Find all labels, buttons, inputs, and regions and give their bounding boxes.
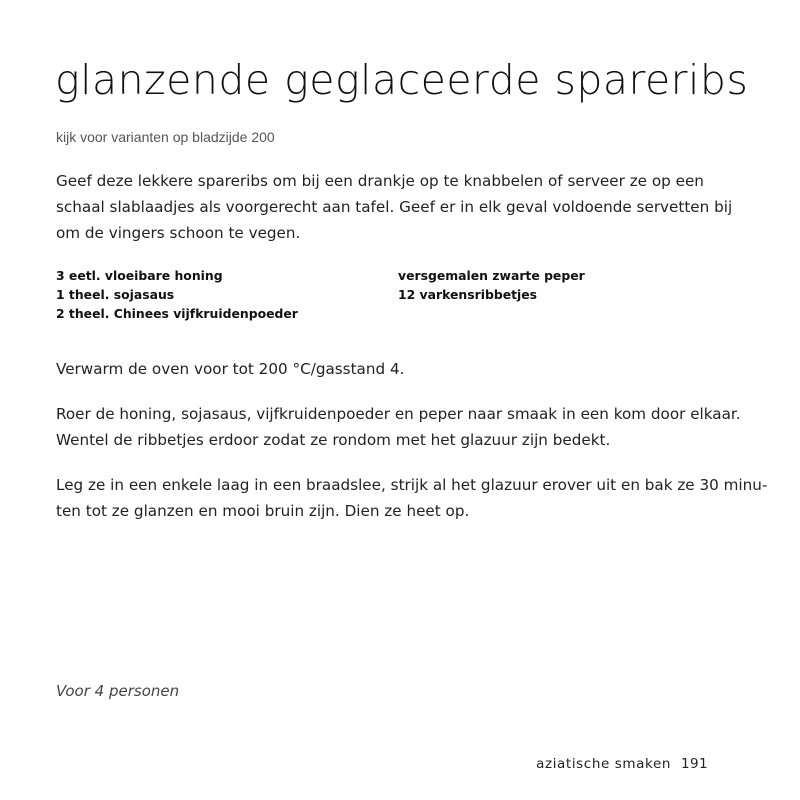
page-number: 191 (681, 756, 708, 772)
page-footer (536, 755, 708, 773)
intro-line: Geef deze lekkere spareribs om bij een drankje op te knabbelen of serveer ze op een (56, 172, 704, 190)
step-line: ten tot ze glanzen en mooi bruin zijn. Dien ze heet op. (56, 502, 470, 520)
variants-reference: kijk voor varianten op bladzijde 200 (56, 129, 275, 145)
section-name: aziatische smaken (536, 756, 672, 772)
intro-line: schaal slablaadjes als voorgerecht aan tafel. Geef er in elk geval voldoende servetten bij (56, 198, 733, 216)
servings-note: Voor 4 personen (56, 682, 180, 700)
intro-line: om de vingers schoon te vegen. (56, 224, 301, 242)
ingredient-item: versgemalen zwarte peper (398, 268, 585, 283)
step-line: Roer de honing, sojasaus, vijfkruidenpoeder en peper naar smaak in een kom door elkaar. (56, 405, 741, 423)
ingredient-item: 12 varkensribbetjes (398, 287, 538, 302)
step-line: Wentel de ribbetjes erdoor zodat ze rondom met het glazuur zijn bedekt. (56, 431, 611, 449)
step-line: Verwarm de oven voor tot 200 °C/gasstand 4. (56, 360, 405, 378)
method-step-1 (56, 356, 756, 382)
ingredient-item: 2 theel. Chinees vijfkruidenpoeder (56, 306, 298, 321)
ingredient-item: 1 theel. sojasaus (56, 287, 175, 302)
ingredients-column-left (56, 266, 298, 323)
ingredient-item: 3 eetl. vloeibare honing (56, 268, 223, 283)
method-step-3 (56, 472, 768, 524)
step-line: Leg ze in een enkele laag in een braadslee, strijk al het glazuur erover uit en bak ze 30 minu- (56, 476, 768, 494)
recipe-intro (56, 168, 746, 246)
recipe-title: glanzende geglaceerde spareribs (55, 56, 749, 104)
ingredients-column-right (398, 266, 585, 304)
method-step-2 (56, 401, 756, 453)
